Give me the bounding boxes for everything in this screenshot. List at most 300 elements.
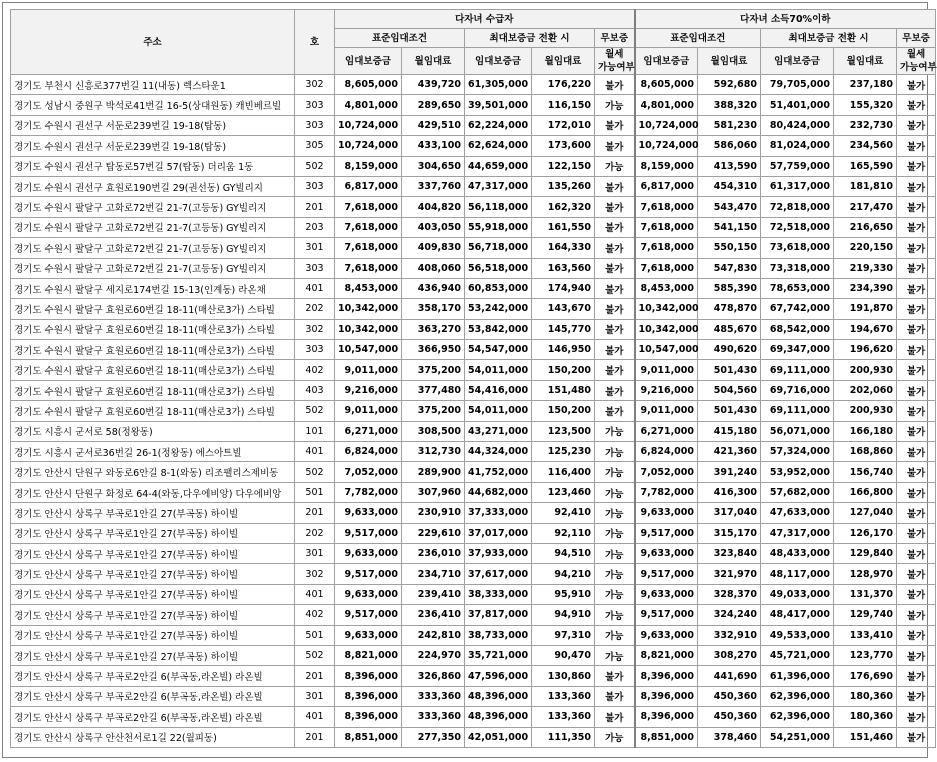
b-max-deposit-cell: 54,251,000	[761, 727, 834, 747]
a-max-monthly-cell: 130,860	[532, 666, 595, 686]
table-row	[11, 197, 936, 217]
a-deposit-cell: 9,011,000	[335, 360, 402, 380]
b-deposit-cell: 4,801,000	[635, 95, 698, 115]
a-max-deposit-cell: 56,118,000	[465, 197, 532, 217]
b-max-deposit-cell: 51,401,000	[761, 95, 834, 115]
unit-cell: 401	[295, 278, 335, 298]
b-deposit-cell: 8,605,000	[635, 75, 698, 95]
a-deposit-cell: 7,618,000	[335, 258, 402, 278]
b-no-deposit-cell: 불가	[897, 278, 936, 298]
a-max-monthly-cell: 92,410	[532, 503, 595, 523]
b-max-deposit-cell: 68,542,000	[761, 319, 834, 339]
b-deposit-cell: 8,159,000	[635, 156, 698, 176]
b-monthly-cell: 413,590	[698, 156, 761, 176]
b-monthly-cell: 454,310	[698, 176, 761, 196]
a-monthly-cell: 307,960	[402, 482, 465, 502]
a-no-deposit-cell: 불가	[595, 319, 635, 339]
a-no-deposit-cell: 가능	[595, 645, 635, 665]
a-monthly-cell: 433,100	[402, 136, 465, 156]
a-deposit-cell: 7,618,000	[335, 217, 402, 237]
unit-cell: 201	[295, 727, 335, 747]
a-monthly-cell: 289,900	[402, 462, 465, 482]
a-monthly-cell: 404,820	[402, 197, 465, 217]
address-cell: 경기도 시흥시 군서로36번길 26-1(정왕동) 에스아트빌	[11, 442, 295, 462]
address-cell: 경기도 안산시 상록구 부곡로1안길 27(부곡동) 하이빌	[11, 564, 295, 584]
b-max-monthly-cell: 131,370	[834, 584, 897, 604]
b-monthly-cell: 490,620	[698, 340, 761, 360]
b-max-deposit-cell: 56,071,000	[761, 421, 834, 441]
a-no-deposit-cell: 가능	[595, 503, 635, 523]
b-max-deposit-cell: 57,759,000	[761, 156, 834, 176]
b-no-deposit-cell: 불가	[897, 523, 936, 543]
a-no-deposit-cell: 가능	[595, 523, 635, 543]
a-deposit-cell: 9,517,000	[335, 523, 402, 543]
b-deposit-cell: 8,851,000	[635, 727, 698, 747]
b-no-deposit-cell: 불가	[897, 442, 936, 462]
header-a-no-deposit-1: 무보증	[595, 29, 635, 48]
b-monthly-cell: 485,670	[698, 319, 761, 339]
b-monthly-cell: 323,840	[698, 543, 761, 563]
a-max-monthly-cell: 133,360	[532, 686, 595, 706]
b-max-monthly-cell: 155,320	[834, 95, 897, 115]
a-monthly-cell: 439,720	[402, 75, 465, 95]
b-monthly-cell: 450,360	[698, 686, 761, 706]
unit-cell: 402	[295, 360, 335, 380]
a-max-deposit-cell: 47,317,000	[465, 176, 532, 196]
b-monthly-cell: 332,910	[698, 625, 761, 645]
table-row	[11, 176, 936, 196]
header-b-max-deposit-amount: 임대보증금	[761, 48, 834, 75]
a-deposit-cell: 10,724,000	[335, 136, 402, 156]
b-monthly-cell: 592,680	[698, 75, 761, 95]
address-cell: 경기도 수원시 팔달구 고화로72번길 21-7(고등동) GY빌리지	[11, 217, 295, 237]
b-max-deposit-cell: 72,818,000	[761, 197, 834, 217]
a-max-monthly-cell: 90,470	[532, 645, 595, 665]
a-deposit-cell: 8,396,000	[335, 707, 402, 727]
b-deposit-cell: 10,724,000	[635, 136, 698, 156]
b-no-deposit-cell: 불가	[897, 625, 936, 645]
b-max-monthly-cell: 202,060	[834, 380, 897, 400]
b-no-deposit-cell: 불가	[897, 197, 936, 217]
a-max-deposit-cell: 41,752,000	[465, 462, 532, 482]
b-deposit-cell: 9,517,000	[635, 605, 698, 625]
a-max-monthly-cell: 125,230	[532, 442, 595, 462]
a-deposit-cell: 8,851,000	[335, 727, 402, 747]
address-cell: 경기도 시흥시 군서로 58(정왕동)	[11, 421, 295, 441]
a-monthly-cell: 277,350	[402, 727, 465, 747]
a-deposit-cell: 10,342,000	[335, 299, 402, 319]
b-no-deposit-cell: 불가	[897, 543, 936, 563]
b-no-deposit-cell: 불가	[897, 299, 936, 319]
a-no-deposit-cell: 불가	[595, 340, 635, 360]
a-max-deposit-cell: 54,416,000	[465, 380, 532, 400]
address-cell: 경기도 수원시 팔달구 효원로60번길 18-11(매산로3가) 스타빌	[11, 340, 295, 360]
a-max-deposit-cell: 54,547,000	[465, 340, 532, 360]
b-monthly-cell: 581,230	[698, 115, 761, 135]
table-row	[11, 217, 936, 237]
unit-cell: 401	[295, 584, 335, 604]
b-no-deposit-cell: 불가	[897, 401, 936, 421]
unit-cell: 502	[295, 401, 335, 421]
b-max-deposit-cell: 73,618,000	[761, 238, 834, 258]
b-deposit-cell: 10,547,000	[635, 340, 698, 360]
b-deposit-cell: 8,821,000	[635, 645, 698, 665]
unit-cell: 502	[295, 462, 335, 482]
b-no-deposit-cell: 불가	[897, 75, 936, 95]
b-max-deposit-cell: 57,324,000	[761, 442, 834, 462]
a-no-deposit-cell: 불가	[595, 75, 635, 95]
unit-cell: 301	[295, 238, 335, 258]
a-max-monthly-cell: 176,220	[532, 75, 595, 95]
unit-cell: 303	[295, 95, 335, 115]
unit-cell: 403	[295, 380, 335, 400]
b-no-deposit-cell: 불가	[897, 156, 936, 176]
b-max-deposit-cell: 48,433,000	[761, 543, 834, 563]
a-max-deposit-cell: 37,617,000	[465, 564, 532, 584]
a-max-monthly-cell: 172,010	[532, 115, 595, 135]
table-row	[11, 462, 936, 482]
b-max-monthly-cell: 194,670	[834, 319, 897, 339]
table-row	[11, 543, 936, 563]
b-monthly-cell: 501,430	[698, 401, 761, 421]
a-max-monthly-cell: 161,550	[532, 217, 595, 237]
b-max-deposit-cell: 47,633,000	[761, 503, 834, 523]
b-monthly-cell: 315,170	[698, 523, 761, 543]
b-no-deposit-cell: 불가	[897, 666, 936, 686]
b-no-deposit-cell: 불가	[897, 217, 936, 237]
address-cell: 경기도 안산시 상록구 부곡로2안길 6(부곡동,라온빌) 라온빌	[11, 666, 295, 686]
b-monthly-cell: 586,060	[698, 136, 761, 156]
a-deposit-cell: 8,605,000	[335, 75, 402, 95]
a-max-monthly-cell: 143,670	[532, 299, 595, 319]
b-deposit-cell: 8,396,000	[635, 686, 698, 706]
b-max-deposit-cell: 67,742,000	[761, 299, 834, 319]
b-deposit-cell: 7,618,000	[635, 258, 698, 278]
a-deposit-cell: 8,396,000	[335, 686, 402, 706]
table-row	[11, 115, 936, 135]
a-deposit-cell: 9,633,000	[335, 543, 402, 563]
table-row	[11, 564, 936, 584]
address-cell: 경기도 수원시 팔달구 효원로60번길 18-11(매산로3가) 스타빌	[11, 299, 295, 319]
header-group-b: 다자녀 소득70%이하	[635, 10, 936, 29]
table-row	[11, 503, 936, 523]
a-max-monthly-cell: 146,950	[532, 340, 595, 360]
table-row	[11, 666, 936, 686]
a-max-monthly-cell: 94,210	[532, 564, 595, 584]
a-monthly-cell: 242,810	[402, 625, 465, 645]
unit-cell: 303	[295, 340, 335, 360]
b-no-deposit-cell: 불가	[897, 727, 936, 747]
a-max-monthly-cell: 116,150	[532, 95, 595, 115]
address-cell: 경기도 수원시 팔달구 세지로174번길 15-13(인계동) 라온채	[11, 278, 295, 298]
a-deposit-cell: 7,052,000	[335, 462, 402, 482]
b-monthly-cell: 308,270	[698, 645, 761, 665]
a-deposit-cell: 9,517,000	[335, 605, 402, 625]
unit-cell: 501	[295, 625, 335, 645]
unit-cell: 303	[295, 115, 335, 135]
b-max-monthly-cell: 237,180	[834, 75, 897, 95]
b-no-deposit-cell: 불가	[897, 360, 936, 380]
b-no-deposit-cell: 불가	[897, 319, 936, 339]
table-row	[11, 238, 936, 258]
header-group-a: 다자녀 수급자	[335, 10, 635, 29]
a-no-deposit-cell: 불가	[595, 686, 635, 706]
a-deposit-cell: 10,342,000	[335, 319, 402, 339]
a-max-deposit-cell: 56,518,000	[465, 258, 532, 278]
a-max-deposit-cell: 54,011,000	[465, 401, 532, 421]
a-monthly-cell: 375,200	[402, 360, 465, 380]
unit-cell: 303	[295, 176, 335, 196]
unit-cell: 201	[295, 197, 335, 217]
b-deposit-cell: 6,817,000	[635, 176, 698, 196]
header-b-nd-line3: 가능여부	[900, 62, 937, 73]
b-monthly-cell: 543,470	[698, 197, 761, 217]
a-no-deposit-cell: 가능	[595, 95, 635, 115]
b-deposit-cell: 8,396,000	[635, 666, 698, 686]
b-monthly-cell: 416,300	[698, 482, 761, 502]
address-cell: 경기도 수원시 팔달구 고화로72번길 21-7(고등동) GY빌리지	[11, 238, 295, 258]
a-max-deposit-cell: 48,396,000	[465, 707, 532, 727]
a-deposit-cell: 9,633,000	[335, 584, 402, 604]
a-max-deposit-cell: 43,271,000	[465, 421, 532, 441]
unit-cell: 305	[295, 136, 335, 156]
b-deposit-cell: 9,633,000	[635, 543, 698, 563]
b-deposit-cell: 7,782,000	[635, 482, 698, 502]
header-a-max-deposit-amount: 임대보증금	[465, 48, 532, 75]
b-max-deposit-cell: 62,396,000	[761, 686, 834, 706]
a-deposit-cell: 9,517,000	[335, 564, 402, 584]
header-b-max-deposit: 최대보증금 전환 시	[761, 29, 897, 48]
a-max-monthly-cell: 94,910	[532, 605, 595, 625]
a-max-monthly-cell: 173,600	[532, 136, 595, 156]
a-max-deposit-cell: 39,501,000	[465, 95, 532, 115]
a-max-deposit-cell: 48,396,000	[465, 686, 532, 706]
a-monthly-cell: 377,480	[402, 380, 465, 400]
a-max-deposit-cell: 44,324,000	[465, 442, 532, 462]
b-deposit-cell: 9,633,000	[635, 584, 698, 604]
b-monthly-cell: 547,830	[698, 258, 761, 278]
unit-cell: 301	[295, 686, 335, 706]
b-max-monthly-cell: 217,470	[834, 197, 897, 217]
a-max-monthly-cell: 133,360	[532, 707, 595, 727]
a-monthly-cell: 239,410	[402, 584, 465, 604]
a-monthly-cell: 230,910	[402, 503, 465, 523]
unit-cell: 401	[295, 707, 335, 727]
a-no-deposit-cell: 불가	[595, 360, 635, 380]
b-no-deposit-cell: 불가	[897, 115, 936, 135]
b-no-deposit-cell: 불가	[897, 564, 936, 584]
b-max-deposit-cell: 69,716,000	[761, 380, 834, 400]
b-monthly-cell: 504,560	[698, 380, 761, 400]
a-max-deposit-cell: 62,624,000	[465, 136, 532, 156]
a-max-monthly-cell: 135,260	[532, 176, 595, 196]
b-deposit-cell: 10,724,000	[635, 115, 698, 135]
unit-cell: 303	[295, 258, 335, 278]
a-max-deposit-cell: 37,933,000	[465, 543, 532, 563]
a-monthly-cell: 358,170	[402, 299, 465, 319]
a-monthly-cell: 429,510	[402, 115, 465, 135]
unit-cell: 301	[295, 543, 335, 563]
b-max-deposit-cell: 73,318,000	[761, 258, 834, 278]
address-cell: 경기도 수원시 권선구 탑동로57번길 57(탑동) 더리움 1동	[11, 156, 295, 176]
b-max-monthly-cell: 232,730	[834, 115, 897, 135]
b-monthly-cell: 478,870	[698, 299, 761, 319]
a-deposit-cell: 6,271,000	[335, 421, 402, 441]
unit-cell: 502	[295, 645, 335, 665]
a-no-deposit-cell: 불가	[595, 258, 635, 278]
a-deposit-cell: 7,618,000	[335, 238, 402, 258]
a-no-deposit-cell: 가능	[595, 727, 635, 747]
b-max-monthly-cell: 168,860	[834, 442, 897, 462]
b-deposit-cell: 8,396,000	[635, 707, 698, 727]
table-row	[11, 360, 936, 380]
a-no-deposit-cell: 가능	[595, 564, 635, 584]
a-no-deposit-cell: 불가	[595, 380, 635, 400]
a-monthly-cell: 337,760	[402, 176, 465, 196]
table-row	[11, 442, 936, 462]
a-deposit-cell: 7,618,000	[335, 197, 402, 217]
b-deposit-cell: 9,011,000	[635, 360, 698, 380]
header-b-no-deposit-2	[897, 48, 936, 75]
b-max-deposit-cell: 69,347,000	[761, 340, 834, 360]
b-deposit-cell: 7,052,000	[635, 462, 698, 482]
b-monthly-cell: 388,320	[698, 95, 761, 115]
a-max-deposit-cell: 38,733,000	[465, 625, 532, 645]
b-max-deposit-cell: 57,682,000	[761, 482, 834, 502]
b-monthly-cell: 328,370	[698, 584, 761, 604]
address-cell: 경기도 부천시 신흥로377번길 11(내동) 렉스타운1	[11, 75, 295, 95]
b-max-monthly-cell: 219,330	[834, 258, 897, 278]
b-max-monthly-cell: 128,970	[834, 564, 897, 584]
a-deposit-cell: 6,824,000	[335, 442, 402, 462]
b-max-monthly-cell: 234,560	[834, 136, 897, 156]
b-deposit-cell: 9,517,000	[635, 523, 698, 543]
a-no-deposit-cell: 불가	[595, 238, 635, 258]
address-cell: 경기도 안산시 상록구 안산천서로1길 22(월피동)	[11, 727, 295, 747]
a-no-deposit-cell: 가능	[595, 584, 635, 604]
unit-cell: 501	[295, 482, 335, 502]
b-max-deposit-cell: 47,317,000	[761, 523, 834, 543]
b-deposit-cell: 9,216,000	[635, 380, 698, 400]
b-deposit-cell: 8,453,000	[635, 278, 698, 298]
a-monthly-cell: 333,360	[402, 686, 465, 706]
unit-cell: 201	[295, 503, 335, 523]
a-deposit-cell: 4,801,000	[335, 95, 402, 115]
table-body	[11, 75, 936, 748]
address-cell: 경기도 안산시 상록구 부곡로1안길 27(부곡동) 하이빌	[11, 543, 295, 563]
a-no-deposit-cell: 가능	[595, 625, 635, 645]
a-max-monthly-cell: 163,560	[532, 258, 595, 278]
b-no-deposit-cell: 불가	[897, 707, 936, 727]
b-deposit-cell: 7,618,000	[635, 217, 698, 237]
address-cell: 경기도 수원시 팔달구 고화로72번길 21-7(고등동) GY빌리지	[11, 197, 295, 217]
a-monthly-cell: 408,060	[402, 258, 465, 278]
b-monthly-cell: 324,240	[698, 605, 761, 625]
header-a-monthly: 월임대료	[402, 48, 465, 75]
a-no-deposit-cell: 가능	[595, 156, 635, 176]
header-a-deposit: 임대보증금	[335, 48, 402, 75]
a-monthly-cell: 403,050	[402, 217, 465, 237]
table-row	[11, 156, 936, 176]
b-max-monthly-cell: 180,360	[834, 707, 897, 727]
rental-table	[10, 9, 936, 748]
unit-cell: 101	[295, 421, 335, 441]
address-cell: 경기도 수원시 권선구 서둔로239번길 19-18(탑동)	[11, 136, 295, 156]
address-cell: 경기도 수원시 팔달구 효원로60번길 18-11(매산로3가) 스타빌	[11, 360, 295, 380]
a-max-monthly-cell: 111,350	[532, 727, 595, 747]
a-max-monthly-cell: 116,400	[532, 462, 595, 482]
a-max-monthly-cell: 94,510	[532, 543, 595, 563]
b-max-deposit-cell: 72,518,000	[761, 217, 834, 237]
b-no-deposit-cell: 불가	[897, 380, 936, 400]
b-deposit-cell: 7,618,000	[635, 238, 698, 258]
b-max-monthly-cell: 165,590	[834, 156, 897, 176]
b-monthly-cell: 317,040	[698, 503, 761, 523]
b-deposit-cell: 9,011,000	[635, 401, 698, 421]
a-max-monthly-cell: 150,200	[532, 401, 595, 421]
table-row	[11, 645, 936, 665]
b-monthly-cell: 378,460	[698, 727, 761, 747]
b-no-deposit-cell: 불가	[897, 686, 936, 706]
b-max-deposit-cell: 48,117,000	[761, 564, 834, 584]
a-no-deposit-cell: 불가	[595, 136, 635, 156]
a-max-deposit-cell: 55,918,000	[465, 217, 532, 237]
a-max-monthly-cell: 92,110	[532, 523, 595, 543]
b-no-deposit-cell: 불가	[897, 176, 936, 196]
a-max-monthly-cell: 174,940	[532, 278, 595, 298]
b-no-deposit-cell: 불가	[897, 605, 936, 625]
address-cell: 경기도 안산시 단원구 화정로 64-4(와동,다우에비앙) 다우에비앙	[11, 482, 295, 502]
b-deposit-cell: 6,824,000	[635, 442, 698, 462]
table-row	[11, 707, 936, 727]
table-row	[11, 380, 936, 400]
header-a-max-monthly: 월임대료	[532, 48, 595, 75]
b-deposit-cell: 6,271,000	[635, 421, 698, 441]
a-no-deposit-cell: 가능	[595, 482, 635, 502]
a-max-monthly-cell: 150,200	[532, 360, 595, 380]
header-b-max-monthly: 월임대료	[834, 48, 897, 75]
a-no-deposit-cell: 가능	[595, 442, 635, 462]
a-no-deposit-cell: 가능	[595, 421, 635, 441]
a-no-deposit-cell: 불가	[595, 707, 635, 727]
a-max-deposit-cell: 47,596,000	[465, 666, 532, 686]
a-monthly-cell: 312,730	[402, 442, 465, 462]
a-max-monthly-cell: 122,150	[532, 156, 595, 176]
b-monthly-cell: 421,360	[698, 442, 761, 462]
table-row	[11, 340, 936, 360]
a-max-monthly-cell: 97,310	[532, 625, 595, 645]
address-cell: 경기도 성남시 중원구 박석로41번길 16-5(상대원동) 캐빈베르빌	[11, 95, 295, 115]
table-row	[11, 278, 936, 298]
b-max-monthly-cell: 123,770	[834, 645, 897, 665]
unit-cell: 302	[295, 319, 335, 339]
b-monthly-cell: 415,180	[698, 421, 761, 441]
a-max-deposit-cell: 56,718,000	[465, 238, 532, 258]
a-monthly-cell: 304,650	[402, 156, 465, 176]
b-max-monthly-cell: 234,390	[834, 278, 897, 298]
b-deposit-cell: 9,633,000	[635, 503, 698, 523]
a-no-deposit-cell: 가능	[595, 462, 635, 482]
address-cell: 경기도 안산시 단원구 와동로6안길 8-1(와동) 리조팰리스제비동	[11, 462, 295, 482]
header-b-deposit: 임대보증금	[635, 48, 698, 75]
a-max-deposit-cell: 38,333,000	[465, 584, 532, 604]
address-cell: 경기도 수원시 팔달구 효원로60번길 18-11(매산로3가) 스타빌	[11, 380, 295, 400]
a-monthly-cell: 234,710	[402, 564, 465, 584]
a-deposit-cell: 9,633,000	[335, 503, 402, 523]
a-max-deposit-cell: 42,051,000	[465, 727, 532, 747]
b-no-deposit-cell: 불가	[897, 95, 936, 115]
address-cell: 경기도 안산시 상록구 부곡로2안길 6(부곡동,라온빌) 라온빌	[11, 686, 295, 706]
